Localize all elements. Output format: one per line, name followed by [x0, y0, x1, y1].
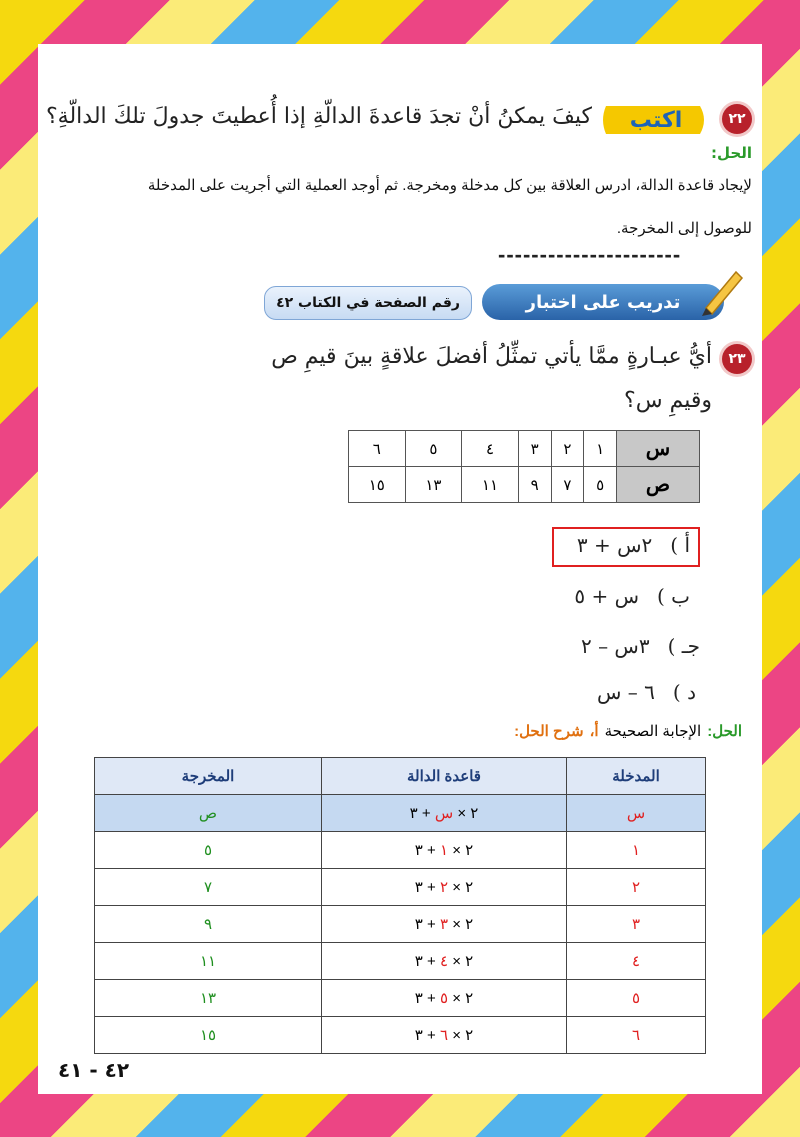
- write-badge: [600, 102, 712, 138]
- rule-variable: ٤: [439, 953, 449, 970]
- rule-cell: [322, 869, 567, 906]
- table-row: [95, 1017, 706, 1054]
- input-cell: ٤: [567, 943, 706, 980]
- rule-prefix: ٢ ×: [452, 879, 474, 896]
- option-letter: د ): [672, 680, 696, 704]
- rule-prefix: ٢ ×: [452, 842, 474, 859]
- explanation-label: شرح الحل:: [514, 723, 584, 740]
- rule-cell: [322, 980, 567, 1017]
- rule-variable: ٥: [439, 990, 449, 1007]
- answer-letter: أ،: [589, 723, 599, 740]
- x-value-cell: ٥: [405, 431, 462, 467]
- rule-suffix: + ٣: [414, 1027, 436, 1044]
- rule-variable: ٣: [439, 916, 449, 933]
- table-row: [95, 869, 706, 906]
- output-cell: ١٣: [95, 980, 322, 1017]
- rule-suffix: + ٣: [414, 916, 436, 933]
- divider-line: ----------------------: [498, 242, 682, 267]
- function-table: [94, 757, 706, 1054]
- x-row-label: س: [617, 431, 700, 467]
- rule-variable: س: [434, 805, 454, 822]
- header-input: المدخلة: [567, 758, 706, 795]
- option-letter: ب ): [657, 584, 690, 608]
- rule-cell: [322, 832, 567, 869]
- table-row: [349, 431, 700, 467]
- input-cell: س: [567, 795, 706, 832]
- question-23-line-2: وقيمِ س؟: [624, 388, 712, 413]
- question-number-22: ٢٢: [722, 104, 752, 134]
- solution-label: الحل:: [711, 144, 752, 162]
- input-cell: ٣: [567, 906, 706, 943]
- rule-variable: ١: [439, 842, 449, 859]
- option-a[interactable]: [577, 533, 690, 557]
- y-value-cell: ١٥: [349, 467, 406, 503]
- option-d[interactable]: [597, 680, 696, 704]
- x-value-cell: ٣: [518, 431, 551, 467]
- output-cell: ص: [95, 795, 322, 832]
- x-value-cell: ١: [584, 431, 617, 467]
- answer-label: الحل:: [707, 723, 742, 740]
- rule-cell: [322, 795, 567, 832]
- rule-cell: [322, 1017, 567, 1054]
- page-numbers: ٤٢ - ٤١: [58, 1058, 130, 1082]
- output-cell: ٥: [95, 832, 322, 869]
- rule-suffix: + ٣: [414, 953, 436, 970]
- table-row: [349, 467, 700, 503]
- table-row: [95, 795, 706, 832]
- header-output: المخرجة: [95, 758, 322, 795]
- rule-suffix: + ٣: [409, 805, 431, 822]
- rule-cell: [322, 943, 567, 980]
- y-value-cell: ٩: [518, 467, 551, 503]
- output-cell: ٧: [95, 869, 322, 906]
- rule-suffix: + ٣: [414, 990, 436, 1007]
- x-value-cell: ٦: [349, 431, 406, 467]
- solution-line-2: للوصول إلى المخرجة.: [616, 220, 752, 237]
- input-cell: ٥: [567, 980, 706, 1017]
- worksheet-page: [38, 44, 762, 1094]
- rule-prefix: ٢ ×: [452, 953, 474, 970]
- table-header-row: [95, 758, 706, 795]
- y-row-label: ص: [617, 467, 700, 503]
- question-number-23: ٢٣: [722, 344, 752, 374]
- solution-line-1: لإيجاد قاعدة الدالة، ادرس العلاقة بين كل مدخلة ومخرجة. ثم أوجد العملية التي أجريت على المدخلة: [147, 177, 752, 194]
- header-rule: قاعدة الدالة: [322, 758, 567, 795]
- y-value-cell: ١٣: [405, 467, 462, 503]
- rule-variable: ٦: [439, 1027, 449, 1044]
- option-b[interactable]: [574, 584, 690, 608]
- option-c[interactable]: [581, 634, 700, 658]
- xy-values-table: [348, 430, 700, 503]
- table-row: [95, 906, 706, 943]
- input-cell: ٦: [567, 1017, 706, 1054]
- question-22-text: كيفَ يمكنُ أنْ تجدَ قاعدةَ الدالّةِ إذا أُعطيتَ جدولَ تلكَ الدالّةِ؟: [46, 104, 592, 129]
- y-value-cell: ١١: [462, 467, 519, 503]
- option-expression: س + ٥: [574, 584, 639, 608]
- option-letter: جـ ): [667, 634, 700, 658]
- rule-variable: ٢: [439, 879, 449, 896]
- rule-prefix: ٢ ×: [452, 990, 474, 1007]
- option-expression: ٦ – س: [597, 680, 655, 704]
- table-row: [95, 832, 706, 869]
- answer-line: [514, 722, 742, 740]
- book-page-reference: رقم الصفحة في الكتاب ٤٢: [264, 286, 472, 320]
- output-cell: ١١: [95, 943, 322, 980]
- answer-text: الإجابة الصحيحة: [604, 723, 702, 740]
- pencil-icon: [700, 266, 744, 316]
- table-row: [95, 943, 706, 980]
- rule-prefix: ٢ ×: [457, 805, 479, 822]
- output-cell: ١٥: [95, 1017, 322, 1054]
- input-cell: ١: [567, 832, 706, 869]
- y-value-cell: ٧: [551, 467, 584, 503]
- option-expression: ٢س + ٣: [576, 533, 653, 557]
- rule-prefix: ٢ ×: [452, 916, 474, 933]
- table-row: [95, 980, 706, 1017]
- input-cell: ٢: [567, 869, 706, 906]
- output-cell: ٩: [95, 906, 322, 943]
- rule-suffix: + ٣: [414, 879, 436, 896]
- practice-banner: تدريب على اختبار: [482, 284, 724, 320]
- option-letter: أ ): [670, 533, 690, 557]
- write-badge-label: اكتب: [629, 107, 683, 133]
- rule-suffix: + ٣: [414, 842, 436, 859]
- x-value-cell: ٢: [551, 431, 584, 467]
- option-expression: ٣س – ٢: [580, 634, 650, 658]
- rule-prefix: ٢ ×: [452, 1027, 474, 1044]
- x-value-cell: ٤: [462, 431, 519, 467]
- rule-cell: [322, 906, 567, 943]
- y-value-cell: ٥: [584, 467, 617, 503]
- question-23-line-1: أيُّ عبـارةٍ ممَّا يأتي تمثِّلُ أفضلَ علاقةٍ بينَ قيمِ ص: [271, 344, 712, 369]
